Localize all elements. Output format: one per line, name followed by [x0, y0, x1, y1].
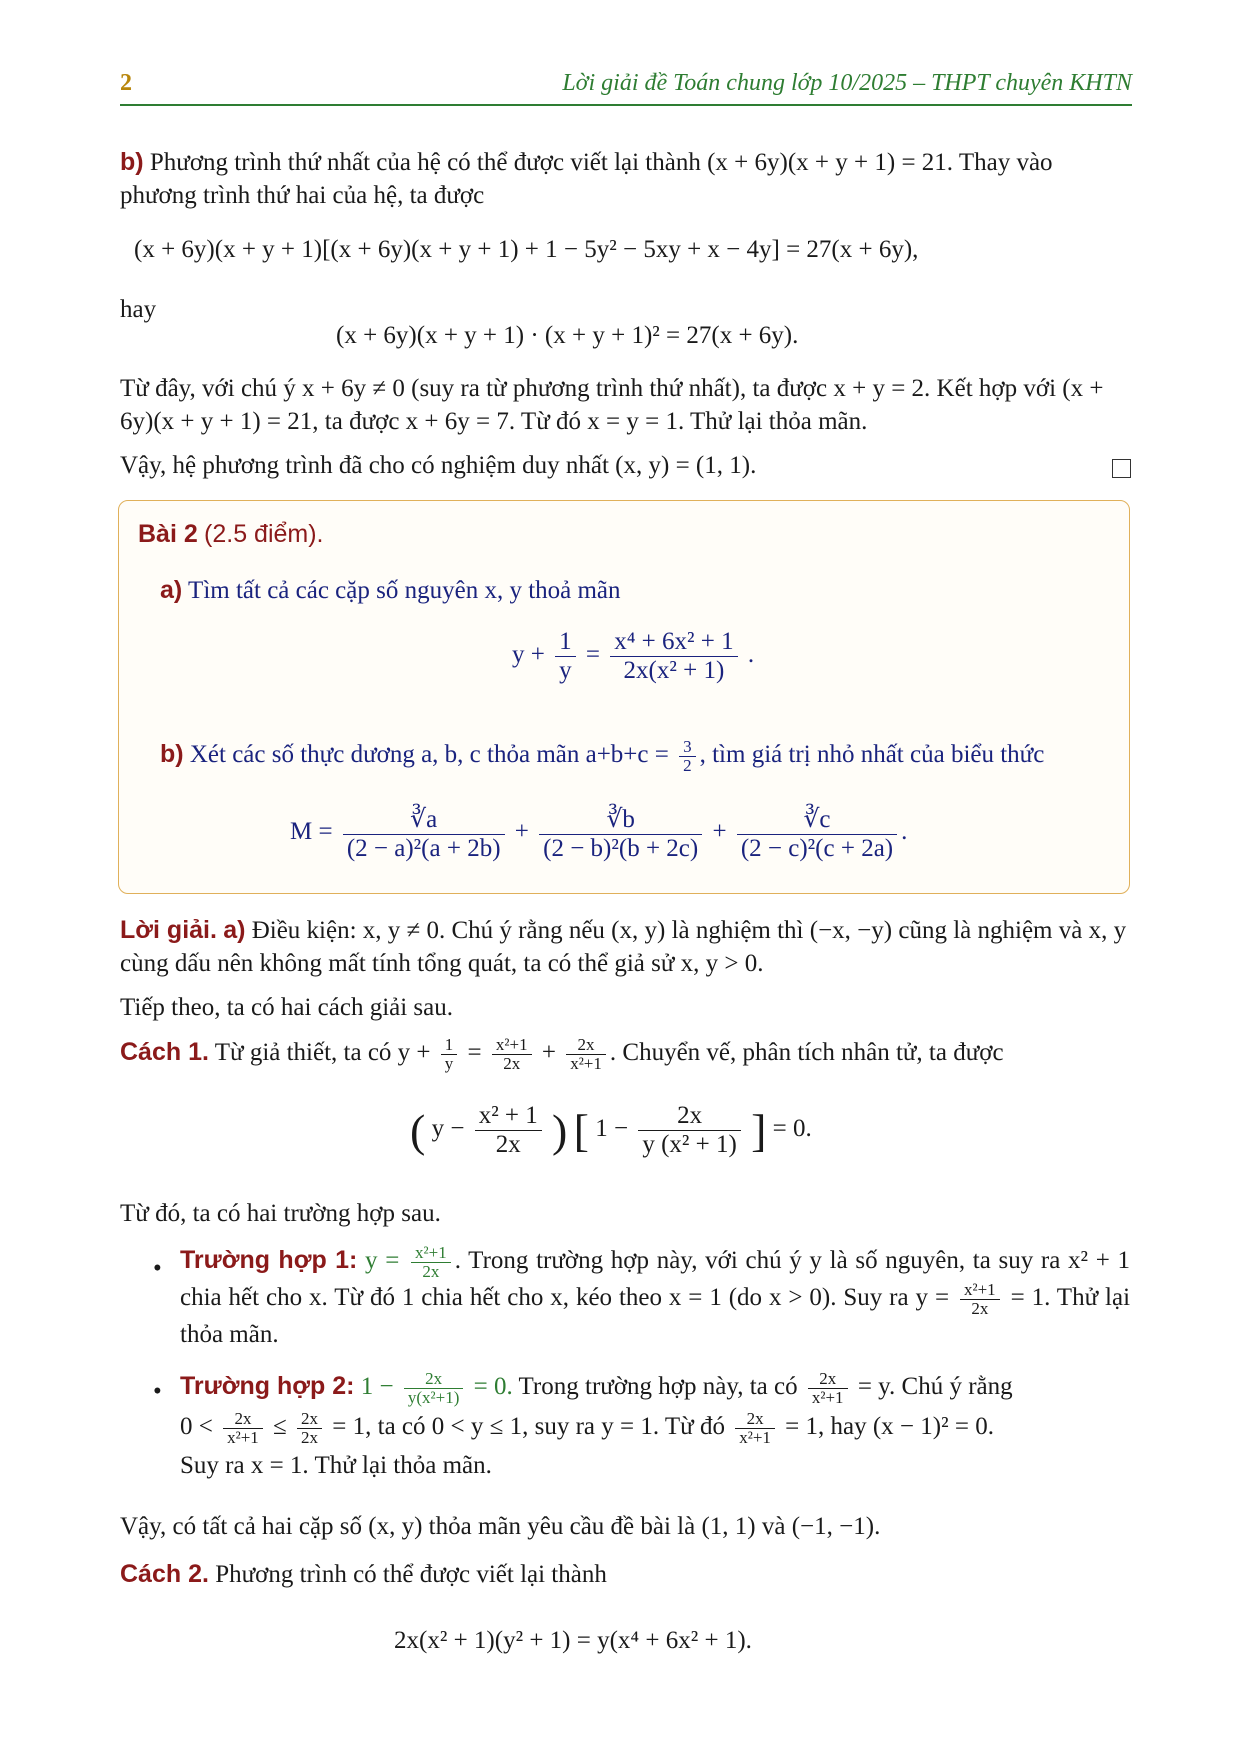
- bullet-icon: •: [153, 1378, 162, 1405]
- part-b-intro-text: Phương trình thứ nhất của hệ có thể được viết lại thành (x + 6y)(x + y + 1) = 21. Thay vào phương trình thứ hai của hệ, ta được: [120, 149, 1053, 209]
- fraction: [638, 1102, 741, 1159]
- case-2-eq-lhs: 1 −: [360, 1373, 394, 1401]
- frac-num: ∛b: [539, 804, 702, 835]
- cach-2-label: Cách 2.: [120, 1560, 209, 1588]
- paren-close: ): [552, 1105, 568, 1156]
- equation-1: (x + 6y)(x + y + 1)[(x + 6y)(x + y + 1) + 1 − 5y² − 5xy + x − 4y] = 27(x + 6y),: [134, 236, 919, 263]
- le-sign: ≤: [273, 1413, 287, 1441]
- fraction: [808, 1370, 848, 1407]
- frac-num: x²+1: [411, 1244, 451, 1263]
- frac-num: 2x: [735, 1410, 775, 1429]
- frac-den: (2 − a)²(a + 2b): [346, 835, 501, 862]
- case-2-label: Trường hợp 2:: [180, 1372, 355, 1401]
- case-2-line-3: Suy ra x = 1. Thử lại thỏa mãn.: [180, 1452, 492, 1479]
- header-title: Lời giải đề Toán chung lớp 10/2025 – THPT chuyên KHTN: [562, 70, 1132, 96]
- solution-label: Lời giải.: [120, 916, 217, 944]
- solution-p4: Vậy, có tất cả hai cặp số (x, y) thỏa mãn yêu cầu đề bài là (1, 1) và (−1, −1).: [120, 1513, 881, 1540]
- frac-num: x²+1: [960, 1281, 1000, 1300]
- equation-2: (x + 6y)(x + y + 1) · (x + y + 1)² = 27(x + 6y).: [336, 322, 799, 349]
- frac-num: 2x: [404, 1370, 464, 1389]
- solution-a-label: a): [223, 916, 246, 944]
- bracket-close: ]: [751, 1105, 767, 1156]
- frac-num: 2x: [223, 1410, 263, 1429]
- fraction: [679, 738, 696, 775]
- fraction: [555, 628, 576, 685]
- frac-den: (2 − c)²(c + 2a): [740, 835, 894, 862]
- cach-1-text: Từ giả thiết, ta có y +: [214, 1039, 431, 1067]
- frac-num: x⁴ + 6x² + 1: [610, 628, 737, 657]
- frac-num: x²+1: [492, 1036, 532, 1055]
- frac-num: ∛a: [343, 804, 505, 835]
- cach-2-line: [120, 1560, 607, 1589]
- bracket-open: [: [573, 1105, 589, 1156]
- bullet-icon: •: [153, 1255, 162, 1282]
- hay-text: hay: [120, 296, 157, 323]
- frac-den: x²+1: [570, 1054, 602, 1073]
- eq-end: .: [747, 641, 755, 669]
- case-1-label: Trường hợp 1:: [180, 1246, 358, 1275]
- case-2-text-1: Trong trường hợp này, ta có: [518, 1373, 798, 1401]
- frac-den: y: [444, 1054, 454, 1073]
- part-b-intro: [120, 146, 1132, 212]
- case-1-end-rhs: = 1. Thử lại thỏa mãn.: [180, 1284, 1131, 1348]
- eq-sign: =: [467, 1039, 482, 1067]
- frac-den: x²+1: [227, 1428, 259, 1447]
- solution-p1: [120, 914, 1132, 980]
- frac-num: 2x: [297, 1410, 322, 1429]
- problem-a-equation: [512, 628, 754, 685]
- cach-2-text: Phương trình có thể được viết lại thành: [215, 1561, 607, 1588]
- eq-rhs: = 0.: [772, 1115, 812, 1143]
- frac-den: (2 − b)²(b + 2c): [543, 835, 699, 862]
- solution-p1-text: Điều kiện: x, y ≠ 0. Chú ý rằng nếu (x, y) là nghiệm thì (−x, −y) cũng là nghiệm và x, y cùng dấu nên không mất tính tổng quát, ta có thể giả sử x, y > 0.: [120, 917, 1127, 977]
- cach-2-equation: 2x(x² + 1)(y² + 1) = y(x⁴ + 6x² + 1).: [394, 1627, 752, 1654]
- problem-b: [160, 738, 1044, 775]
- page-header: [120, 64, 1132, 106]
- page-number: 2: [120, 70, 132, 96]
- part-b-label: b): [120, 148, 144, 176]
- fraction: [441, 1036, 458, 1073]
- case-1: [180, 1244, 1130, 1351]
- paren-open: (: [410, 1105, 426, 1156]
- frac-num: 3: [679, 738, 696, 757]
- frac-den: y(x²+1): [407, 1388, 460, 1407]
- fraction: [610, 628, 737, 685]
- case-2-text-2: = y. Chú ý rằng: [857, 1373, 1013, 1401]
- frac-num: 2x: [638, 1102, 741, 1131]
- problem-a: [160, 576, 621, 605]
- plus-sign: +: [514, 818, 529, 846]
- problem-number: Bài 2: [138, 520, 198, 548]
- case-2-line-2-c: = 1, hay (x − 1)² = 0.: [785, 1413, 994, 1441]
- solution-p3: Từ đó, ta có hai trường hợp sau.: [120, 1200, 441, 1227]
- frac-den: x²+1: [739, 1428, 771, 1447]
- eq-part: y −: [431, 1115, 465, 1143]
- M-lhs: M =: [290, 818, 333, 846]
- plus-sign: +: [712, 818, 727, 846]
- frac-den: y (x² + 1): [642, 1131, 737, 1158]
- frac-den: x²+1: [811, 1388, 844, 1407]
- case-2-line-2-b: = 1, ta có 0 < y ≤ 1, suy ra y = 1. Từ đó: [332, 1413, 725, 1441]
- eq-end: .: [901, 818, 908, 846]
- frac-den: y: [559, 657, 572, 684]
- frac-num: x² + 1: [475, 1102, 542, 1131]
- case-2-line-2: [180, 1410, 994, 1447]
- fraction: [411, 1244, 451, 1281]
- problem-points: (2.5 điểm).: [204, 520, 324, 548]
- fraction: [737, 804, 897, 863]
- factored-equation: [410, 1102, 812, 1159]
- frac-num: 2x: [566, 1036, 606, 1055]
- case-2-line-2-a: 0 <: [180, 1413, 213, 1441]
- case-1-text: . Trong trường hợp này, với chú ý y là số nguyên, ta suy ra x² + 1 chia hết cho x. Từ đó 1 chia hết cho x, kéo theo x = 1 (do x > 0). Suy ra: [180, 1247, 1130, 1312]
- frac-den: 2x: [495, 1131, 521, 1158]
- qed-square: [1112, 459, 1131, 478]
- fraction: [297, 1410, 322, 1447]
- case-1-end-lhs: y =: [915, 1284, 950, 1312]
- frac-den: 2x(x² + 1): [623, 657, 725, 684]
- plus-sign: +: [541, 1039, 556, 1067]
- part-b-conclusion: Vậy, hệ phương trình đã cho có nghiệm duy nhất (x, y) = (1, 1).: [120, 452, 757, 479]
- problem-b-label: b): [160, 740, 184, 769]
- frac-den: 2x: [422, 1262, 440, 1281]
- problem-b-text-2: , tìm giá trị nhỏ nhất của biểu thức: [699, 741, 1045, 769]
- problem-title: [138, 520, 324, 549]
- fraction: [960, 1281, 1000, 1318]
- problem-a-text: Tìm tất cả các cặp số nguyên x, y thoả mãn: [188, 577, 621, 604]
- eq-part: 1 −: [595, 1115, 629, 1143]
- fraction: [404, 1370, 464, 1407]
- cach-1-text-2: . Chuyển vế, phân tích nhân tử, ta được: [609, 1039, 1004, 1067]
- fraction: [492, 1036, 532, 1073]
- solution-p2: Tiếp theo, ta có hai cách giải sau.: [120, 994, 454, 1021]
- cach-1-label: Cách 1.: [120, 1038, 209, 1067]
- fraction: [343, 804, 505, 863]
- fraction: [539, 804, 702, 863]
- fraction: [475, 1102, 542, 1159]
- frac-den: 2x: [971, 1299, 989, 1318]
- case-2-eq-rhs: = 0.: [473, 1373, 513, 1401]
- case-2-line-1: [180, 1370, 1013, 1407]
- M-expression: [290, 804, 907, 863]
- fraction: [223, 1410, 263, 1447]
- frac-den: 2x: [301, 1428, 319, 1447]
- frac-num: 2x: [808, 1370, 848, 1389]
- frac-num: 1: [441, 1036, 458, 1055]
- fraction: [735, 1410, 775, 1447]
- eq-lhs: y +: [512, 641, 545, 669]
- frac-den: 2: [683, 756, 692, 775]
- frac-num: 1: [555, 628, 576, 657]
- problem-b-text-1: Xét các số thực dương a, b, c thỏa mãn a+b+c =: [189, 741, 669, 769]
- eq-sign: =: [585, 641, 600, 669]
- case-1-eq: y =: [365, 1247, 400, 1275]
- frac-num: ∛c: [737, 804, 897, 835]
- cach-1-line: [120, 1036, 1004, 1073]
- fraction: [566, 1036, 606, 1073]
- problem-a-label: a): [160, 576, 183, 604]
- part-b-para: Từ đây, với chú ý x + 6y ≠ 0 (suy ra từ phương trình thứ nhất), ta được x + y = 2. Kết hợp với (x + 6y)(x + y + 1) = 21, ta được x + 6y = 7. Từ đó x = y = 1. Thử lại thỏa mãn.: [120, 375, 1104, 435]
- frac-den: 2x: [503, 1054, 521, 1073]
